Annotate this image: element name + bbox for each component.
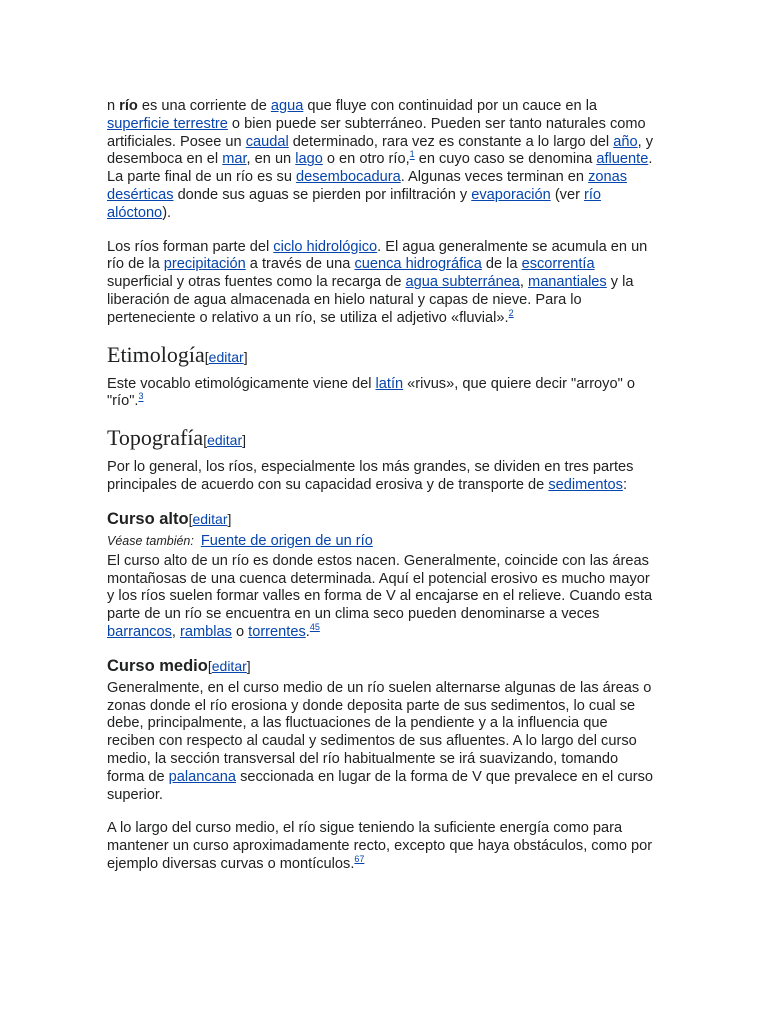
link-manantiales[interactable]: manantiales <box>528 274 607 291</box>
bold-term-rio: río <box>119 98 138 114</box>
link-superficie-terrestre[interactable]: superficie terrestre <box>107 115 228 132</box>
section-title: Etimología <box>107 341 205 367</box>
text: , <box>519 274 529 291</box>
text: superficial y otras fuentes como la recarga de <box>107 274 406 291</box>
edit-bracket: [ <box>203 432 208 449</box>
intro-paragraph-2 <box>107 239 659 328</box>
text: seccionada en lugar de la forma de V que prevalece en el curso superior. <box>107 768 654 803</box>
link-fuente-origen[interactable]: Fuente de origen de un río <box>200 532 373 549</box>
link-ramblas[interactable]: ramblas <box>180 623 232 640</box>
edit-bracket: ] <box>243 348 248 365</box>
link-precipitacion[interactable]: precipitación <box>163 256 246 273</box>
link-barrancos[interactable]: barrancos <box>107 623 172 640</box>
edit-bracket: ] <box>242 432 247 449</box>
text: donde sus aguas se pierden por infiltración y <box>173 186 472 203</box>
text: : <box>622 476 628 493</box>
text: determinado, rara vez es constante a lo largo del <box>288 133 614 150</box>
topografia-paragraph <box>107 459 659 495</box>
text: Este vocablo etimológicamente viene del <box>107 375 376 392</box>
link-evaporacion[interactable]: evaporación <box>471 186 551 203</box>
reference-45[interactable]: 45 <box>309 622 320 633</box>
reference-3[interactable]: 3 <box>138 391 144 402</box>
link-afluente[interactable]: afluente <box>596 151 649 168</box>
link-agua-subterranea[interactable]: agua subterránea <box>405 274 520 291</box>
text: de la <box>481 256 522 273</box>
edit-bracket: ] <box>227 510 232 527</box>
text: Por lo general, los ríos, especialmente los más grandes, se dividen en tres partes principales de acuerdo con su capacidad erosiva y de transporte de <box>107 459 634 493</box>
text: Los ríos forman parte del <box>107 238 274 255</box>
text: o <box>231 623 249 640</box>
link-agua[interactable]: agua <box>270 98 304 114</box>
reference-2[interactable]: 2 <box>508 307 514 318</box>
curso-medio-paragraph-2 <box>107 820 659 873</box>
link-cuenca-hidrografica[interactable]: cuenca hidrográfica <box>354 256 482 273</box>
edit-link[interactable]: editar <box>207 432 243 449</box>
reference-1[interactable]: 1 <box>409 149 415 160</box>
text: a través de una <box>245 256 355 273</box>
text: que fluye con continuidad por un cauce en la <box>303 98 598 114</box>
text: , en un <box>246 151 296 168</box>
text: n <box>107 98 120 114</box>
edit-link[interactable]: editar <box>211 657 247 674</box>
text: (ver <box>550 186 585 203</box>
text: , y desemboca en el <box>107 133 653 168</box>
article-content <box>107 98 659 874</box>
text: es una corriente de <box>137 98 271 114</box>
text: «rivus», que quiere decir "arroyo" o "río". <box>107 375 635 410</box>
link-palancana[interactable]: palancana <box>168 768 237 785</box>
edit-bracket: [ <box>204 348 209 365</box>
section-title: Curso medio <box>107 656 208 675</box>
link-rio-aloctono[interactable]: río alóctono <box>107 186 602 221</box>
text: . Algunas veces terminan en <box>400 169 589 186</box>
heading-etimologia <box>107 342 659 370</box>
see-also-label: Véase también: <box>107 533 194 548</box>
text: , <box>171 623 181 640</box>
text: A lo largo del curso medio, el río sigue teniendo la suficiente energía como para mantener un curso aproximadamente recto, excepto que haya obstáculos, como por ejemplo diversas curvas o montículos. <box>107 820 653 872</box>
etimologia-paragraph <box>107 376 659 412</box>
link-ano[interactable]: año <box>613 133 638 150</box>
text: Generalmente, en el curso medio de un río suelen alternarse algunas de las áreas o zonas donde el río erosiona y donde deposita parte de sus sedimentos, lo cual se debe, principalmente, a las fluctuaciones de la pendiente y a la influencia que reciben con respecto al caudal y sedimentos de sus afluentes. A lo largo del curso medio, la sección transversal del río habitualmente se irá suavizando, tomando forma de <box>107 679 652 785</box>
edit-bracket: ] <box>246 657 251 674</box>
edit-bracket: [ <box>207 657 212 674</box>
curso-alto-paragraph <box>107 553 659 642</box>
link-escorrentia[interactable]: escorrentía <box>521 256 595 273</box>
link-desembocadura[interactable]: desembocadura <box>296 169 401 186</box>
heading-curso-medio <box>107 656 659 676</box>
text: . El agua generalmente se acumula en un río de la <box>107 238 648 273</box>
reference-67[interactable]: 67 <box>354 854 365 865</box>
link-sedimentos[interactable]: sedimentos <box>548 476 623 493</box>
text: y la liberación de agua almacenada en hielo natural y capas de nieve. Para lo perteneciente o relativo a un río, se utiliza el adjetivo «fluvial». <box>107 274 634 326</box>
intro-paragraph-1 <box>107 98 659 223</box>
curso-medio-paragraph-1 <box>107 680 659 805</box>
edit-link[interactable]: editar <box>192 510 228 527</box>
text: . La parte final de un río es su <box>107 151 653 186</box>
link-zonas-deserticas[interactable]: zonas desérticas <box>107 169 628 203</box>
text: en cuyo caso se denomina <box>414 151 597 168</box>
edit-link[interactable]: editar <box>208 348 244 365</box>
link-lago[interactable]: lago <box>295 151 323 168</box>
link-ciclo-hidrologico[interactable]: ciclo hidrológico <box>273 238 378 255</box>
link-torrentes[interactable]: torrentes <box>248 623 306 640</box>
section-title: Curso alto <box>107 509 189 528</box>
see-also-hatnote <box>107 533 659 549</box>
link-caudal[interactable]: caudal <box>245 133 289 150</box>
heading-curso-alto <box>107 509 659 529</box>
text: El curso alto de un río es donde estos nacen. Generalmente, coincide con las áreas montañosas de una cuenca determinada. Aquí el potencial erosivo es mucho mayor y los ríos suelen formar valles en forma de V al encajarse en el relieve. Cuando esta parte de un río se encuentra en un clima seco pueden denominarse a veces <box>107 552 653 623</box>
link-latin[interactable]: latín <box>375 375 404 392</box>
text: o bien puede ser subterráneo. Pueden ser tanto naturales como artificiales. Posee un <box>107 115 646 150</box>
section-title: Topografía <box>107 425 204 451</box>
heading-topografia <box>107 425 659 453</box>
text: ). <box>162 204 172 221</box>
edit-bracket: [ <box>188 510 193 527</box>
link-mar[interactable]: mar <box>222 151 247 168</box>
text: . <box>305 623 310 640</box>
text: o en otro río, <box>322 151 410 168</box>
